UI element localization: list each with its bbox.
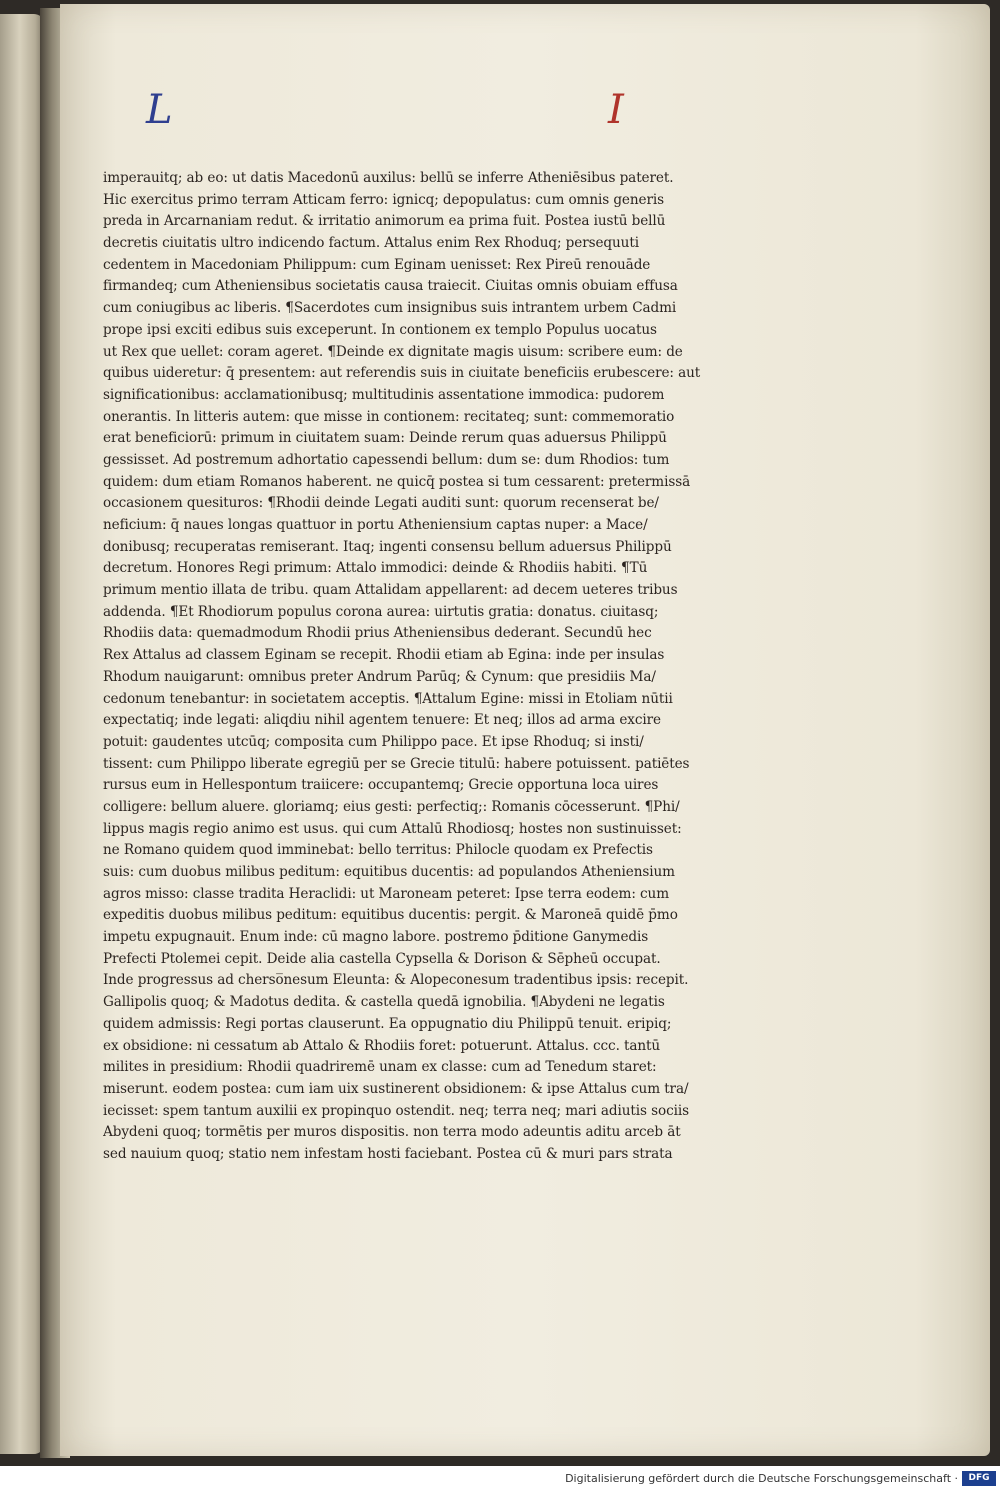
text-line: Prefecti Ptolemei cepit. Deide alia castella Cypsella & Dorison & Sēpheū occupat. xyxy=(103,950,661,967)
text-line: preda in Arcarnaniam redut. & irritatio animorum ea prima fuit. Postea iustū bellū xyxy=(103,213,666,230)
text-line: Inde progressus ad cherso̅nesum Eleunta: & Alopeconesum tradentibus ipsis: recepit. xyxy=(103,972,689,989)
text-line: decretum. Honores Regi primum: Attalo immodici: deinde & Rhodiis habiti. ¶Tū xyxy=(103,560,648,577)
rubricated-initial-right: I xyxy=(608,87,624,133)
text-line: cum coniugibus ac liberis. ¶Sacerdotes cum insignibus suis intrantem urbem Cadmi xyxy=(103,300,677,317)
footer-bar xyxy=(0,1466,1000,1494)
text-line: quidem admissis: Regi portas clauserunt. Ea oppugnatio diu Philippū tenuit. eripiq; xyxy=(103,1015,672,1032)
text-line: onerantis. In litteris autem: que misse in contionem: recitateq; sunt: commemoratio xyxy=(103,408,675,425)
text-line: miserunt. eodem postea: cum iam uix sustinerent obsidionem: & ipse Attalus cum tra/ xyxy=(103,1080,689,1097)
text-line: Rex Attalus ad classem Eginam se recepit. Rhodii etiam ab Egina: inde per insulas xyxy=(103,647,665,664)
text-line: colligere: bellum aluere. gloriamq; eius gesti: perfectiq;: Romanis cōcesserunt. ¶Phi/ xyxy=(103,798,680,815)
text-line: Rhodiis data: quemadmodum Rhodii prius Atheniensibus dederant. Secundū hec xyxy=(103,625,652,642)
rubricated-initial-left: L xyxy=(146,87,173,133)
text-line: decretis ciuitatis ultro indicendo factum. Attalus enim Rex Rhoduq; persequuti xyxy=(103,235,639,252)
text-line: suis: cum duobus milibus peditum: equitibus ducentis: ad populandos Atheniensium xyxy=(103,864,675,880)
text-line: donibusq; recuperatas remiserant. Itaq; ingenti consensu bellum aduersus Philippū xyxy=(103,538,672,555)
text-line: quidem: dum etiam Romanos haberent. ne quicq̄ postea si tum cessarent: pretermissā xyxy=(103,473,691,490)
text-line: milites in presidium: Rhodii quadriremē unam ex classe: cum ad Tenedum staret: xyxy=(103,1059,657,1076)
text-line: agros misso: classe tradita Heraclidi: ut Maroneam peteret: Ipse terra eodem: cum xyxy=(103,885,669,902)
text-line: sed nauium quoq; statio nem infestam hosti faciebant. Postea cū & muri pars strata xyxy=(103,1145,673,1162)
text-line: expeditis duobus milibus peditum: equitibus ducentis: pergit. & Maroneā quidē p̄mo xyxy=(103,907,678,924)
text-line: gessisset. Ad postremum adhortatio capessendi bellum: dum se: dum Rhodios: tum xyxy=(103,451,670,468)
text-line: neficium: q̄ naues longas quattuor in portu Atheniensium captas nuper: a Mace/ xyxy=(103,517,648,533)
text-line: cedentem in Macedoniam Philippum: cum Eginam uenisset: Rex Pireū renouāde xyxy=(103,256,651,273)
text-line: iecisset: spem tantum auxilii ex propinquo ostendit. neq; terra neq; mari adiutis sociis xyxy=(103,1102,689,1119)
text-line: cedonum tenebantur: in societatem acceptis. ¶Attalum Egine: missi in Etoliam nūtii xyxy=(103,690,673,707)
text-line: primum mentio illata de tribu. quam Attalidam appellarent: ad decem ueteres tribus xyxy=(103,582,678,599)
text-line: ne Romano quidem quod imminebat: bello territus: Philocle quodam ex Prefectis xyxy=(103,842,653,859)
text-line: impetu expugnauit. Enum inde: cū magno labore. postremo p̄ditione Ganymedis xyxy=(103,929,649,946)
text-line: Abydeni quoq; tormētis per muros dispositis. non terra modo adeuntis aditu arceb āt xyxy=(103,1124,681,1141)
text-line: Gallipolis quoq; & Madotus dedita. & castella quedā ignobilia. ¶Abydeni ne legatis xyxy=(103,994,665,1011)
text-line: Rhodum nauigarunt: omnibus preter Andrum Parūq; & Cynum: que presidiis Ma/ xyxy=(103,668,656,685)
text-line: prope ipsi exciti edibus suis exceperunt. In contionem ex templo Populus uocatus xyxy=(103,321,657,338)
text-line: quibus uideretur: q̄ presentem: aut referendis suis in ciuitate beneficiis erubescere: aut xyxy=(103,365,701,382)
text-line: Hic exercitus primo terram Atticam ferro: ignicq; depopulatus: cum omnis generis xyxy=(103,191,664,208)
text-line: ex obsidione: ni cessatum ab Attalo & Rhodiis foret: potuerunt. Attalus. ccc. tantū xyxy=(103,1037,661,1054)
text-line: ut Rex que uellet: coram ageret. ¶Deinde ex dignitate magis uisum: scribere eum: de xyxy=(103,343,683,360)
text-line: tissent: cum Philippo liberate egregiū per se Grecie titulū: habere potuissent. patiētes xyxy=(103,755,690,772)
text-line: occasionem quesituros: ¶Rhodii deinde Legati auditi sunt: quorum recenserat be/ xyxy=(103,495,659,512)
text-line: rursus eum in Hellespontum traiicere: occupantemq; Grecie opportuna loca uires xyxy=(103,777,659,794)
text-line: imperauitq; ab eo: ut datis Macedonū auxilus: bellū se inferre Atheniēsibus pateret. xyxy=(103,170,674,186)
dfg-logo: DFG xyxy=(962,1471,996,1486)
text-line: firmandeq; cum Atheniensibus societatis causa traiecit. Ciuitas omnis obuiam effusa xyxy=(103,278,678,295)
text-line: significationibus: acclamationibusq; multitudinis assentatione immodica: pudorem xyxy=(103,386,665,403)
text-column xyxy=(103,168,713,1166)
text-line: addenda. ¶Et Rhodiorum populus corona aurea: uirtutis gratia: donatus. ciuitasq; xyxy=(103,603,659,620)
funding-credit: Digitalisierung gefördert durch die Deutsche Forschungsgemeinschaft · xyxy=(565,1472,958,1485)
left-page-edge xyxy=(0,14,44,1454)
text-line: erat beneficiorū: primum in ciuitatem suam: Deinde rerum quas aduersus Philippū xyxy=(103,430,667,447)
text-line: lippus magis regio animo est usus. qui cum Attalū Rhodiosq; hostes non sustinuisset: xyxy=(103,820,682,837)
text-line: potuit: gaudentes utcūq; composita cum Philippo pace. Et ipse Rhoduq; si insti/ xyxy=(103,733,644,750)
text-line: expectatiq; inde legati: aliqdiu nihil agentem tenuere: Et neq; illos ad arma excire xyxy=(103,712,661,729)
